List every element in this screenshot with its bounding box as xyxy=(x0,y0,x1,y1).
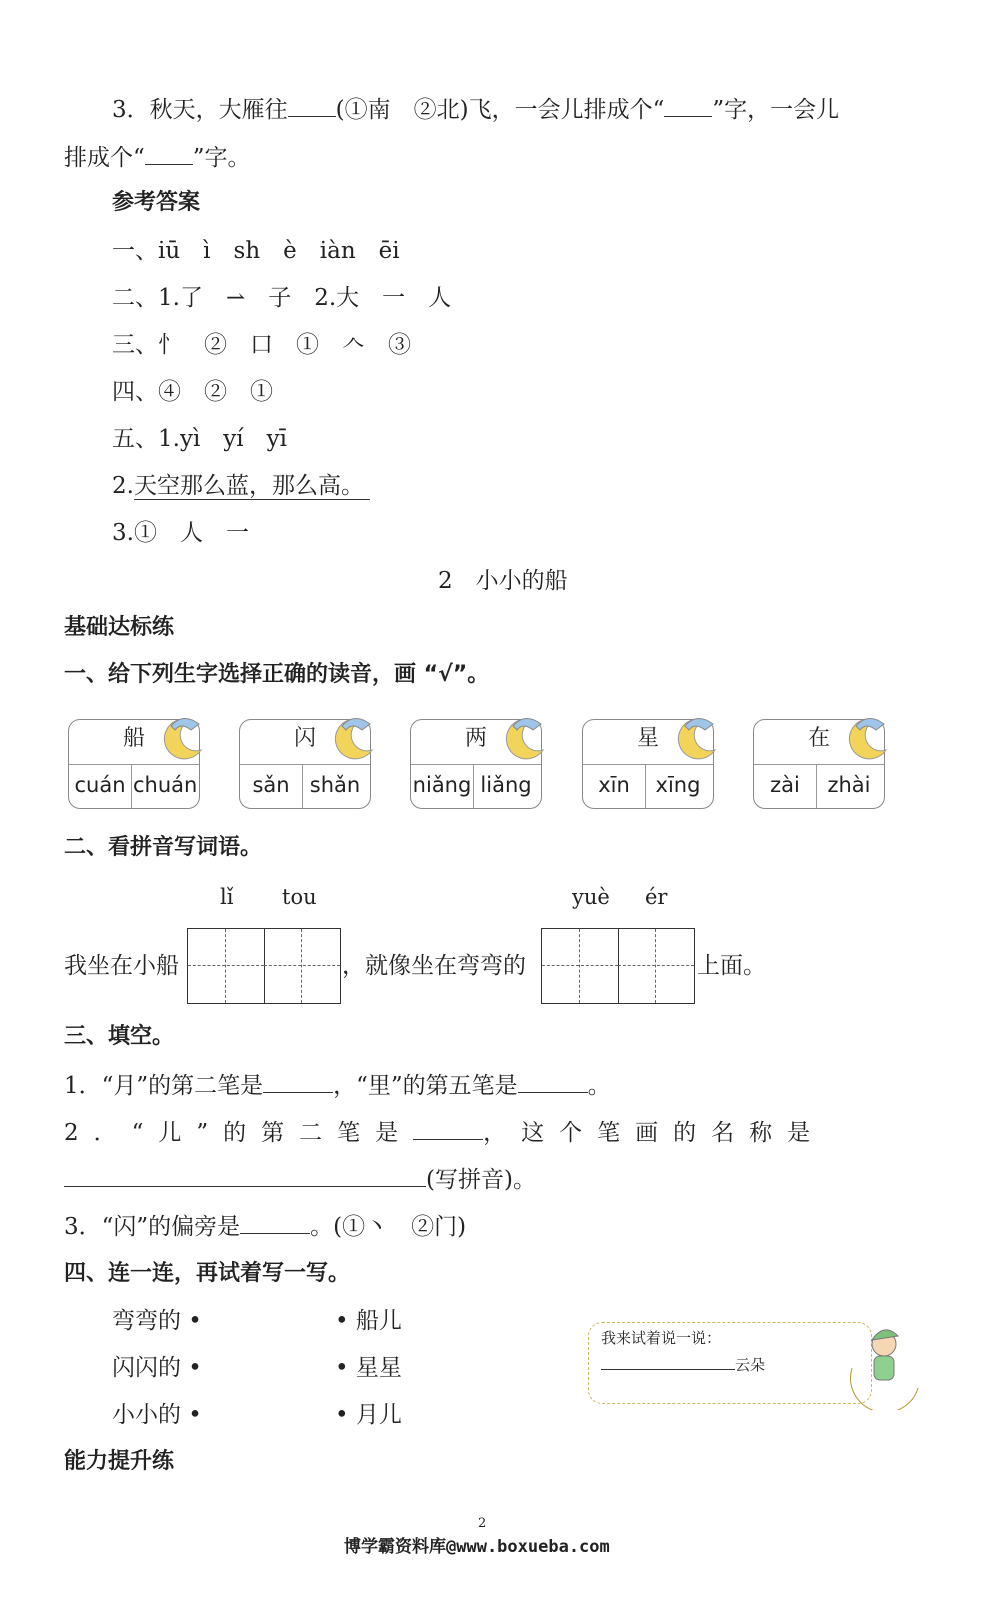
pinyin-card xyxy=(410,719,542,809)
pinyin-option[interactable]: shǎn xyxy=(309,773,361,797)
pinyin-card xyxy=(753,719,885,809)
lesson-title: 2 小小的船 xyxy=(438,568,568,594)
question-text: 1．“月”的第二笔是 ，“里”的第五笔是 。 xyxy=(64,1070,611,1101)
pinyin-label: yuè xyxy=(572,885,610,909)
speech-title: 我来试着说一说： xyxy=(601,1329,722,1347)
sentence-part: ，就像坐在弯弯的 xyxy=(342,953,526,979)
question-heading: 四、连一连，再试着写一写。 xyxy=(64,1261,351,1286)
pinyin-card xyxy=(68,719,200,809)
question-heading: 一、给下列生字选择正确的读音，画 “√”。 xyxy=(64,662,490,687)
pinyin-card xyxy=(239,719,371,809)
pinyin-card xyxy=(582,719,714,809)
speech-line: 云朵 xyxy=(601,1353,765,1375)
page-number: 2 xyxy=(478,1516,487,1531)
pinyin-option[interactable]: zài xyxy=(770,773,800,797)
writing-grid[interactable] xyxy=(187,928,341,1004)
writing-grid[interactable] xyxy=(541,928,695,1004)
pinyin-option[interactable]: zhài xyxy=(827,773,871,797)
card-character: 两 xyxy=(464,726,487,751)
moon-icon xyxy=(503,714,549,760)
question-text: 2．“儿”的第二笔是 ，这个笔画的名称是 xyxy=(64,1117,825,1148)
moon-icon xyxy=(161,714,207,760)
sentence-part: 上面。 xyxy=(697,953,766,979)
answer-blank[interactable] xyxy=(601,1353,735,1370)
sentence-part: 我坐在小船 xyxy=(64,953,179,979)
section-heading: 能力提升练 xyxy=(64,1449,175,1474)
match-right-item[interactable]: • 月儿 xyxy=(335,1402,402,1428)
match-right-item[interactable]: • 星星 xyxy=(335,1355,402,1381)
answer-line: 2.天空那么蓝，那么高。 xyxy=(112,471,370,501)
pinyin-option[interactable]: liǎng xyxy=(480,773,532,797)
pinyin-option[interactable]: niǎng xyxy=(412,773,472,797)
answer-blank[interactable] xyxy=(518,1070,588,1093)
question-text: 3．秋天，大雁往 (①南 ②北)飞，一会儿排成个“ ”字，一会儿 xyxy=(112,94,839,125)
answer-blank[interactable] xyxy=(664,94,712,117)
match-right-item[interactable]: • 船儿 xyxy=(335,1308,402,1334)
card-character: 在 xyxy=(807,726,830,751)
question-heading: 三、填空。 xyxy=(64,1024,175,1049)
footer-site: 博学霸资料库@www.boxueba.com xyxy=(344,1537,610,1557)
moon-icon xyxy=(675,714,721,760)
pinyin-label: tou xyxy=(282,885,317,909)
answer-blank[interactable] xyxy=(263,1070,333,1093)
answer-line: 二、1.了 ⇀ 子 2.大 一 人 xyxy=(112,285,452,311)
answer-line: 四、④ ② ① xyxy=(112,379,273,405)
card-character: 船 xyxy=(122,726,145,751)
answer-blank[interactable] xyxy=(64,1164,426,1187)
answer-line: 五、1.yì yí yī xyxy=(112,426,287,452)
pinyin-option[interactable]: xīng xyxy=(655,773,701,797)
question-text: 排成个“ ”字。 xyxy=(64,142,251,173)
answer-blank[interactable] xyxy=(413,1117,483,1140)
match-left-item[interactable]: 弯弯的 • xyxy=(112,1308,202,1334)
match-left-item[interactable]: 闪闪的 • xyxy=(112,1355,202,1381)
card-character: 星 xyxy=(636,726,659,751)
answer-blank[interactable] xyxy=(145,142,193,165)
pinyin-option[interactable]: xīn xyxy=(598,773,630,797)
match-left-item[interactable]: 小小的 • xyxy=(112,1402,202,1428)
question-text: (写拼音)。 xyxy=(64,1164,536,1195)
moon-icon xyxy=(846,714,892,760)
pinyin-option[interactable]: chuán xyxy=(133,773,198,797)
answers-title: 参考答案 xyxy=(112,190,201,215)
pinyin-label: lǐ xyxy=(220,885,234,909)
answer-line: 三、忄 ② 口 ① 𠆢 ③ xyxy=(112,332,411,358)
answer-line: 一、iū ì sh è iàn ēi xyxy=(112,238,400,264)
speech-bubble xyxy=(588,1322,872,1404)
pinyin-option[interactable]: sǎn xyxy=(252,773,290,797)
moon-kid-icon xyxy=(838,1318,924,1410)
pinyin-label: ér xyxy=(645,885,668,909)
moon-icon xyxy=(332,714,378,760)
answer-line: 3.① 人 一 xyxy=(112,520,249,546)
answer-blank[interactable] xyxy=(240,1211,310,1234)
answer-blank[interactable] xyxy=(288,94,336,117)
question-text: 3．“闪”的偏旁是 。(①丶 ②门) xyxy=(64,1211,466,1242)
question-heading: 二、看拼音写词语。 xyxy=(64,835,263,860)
section-heading: 基础达标练 xyxy=(64,615,175,640)
card-character: 闪 xyxy=(293,726,316,751)
pinyin-option[interactable]: cuán xyxy=(74,773,126,797)
